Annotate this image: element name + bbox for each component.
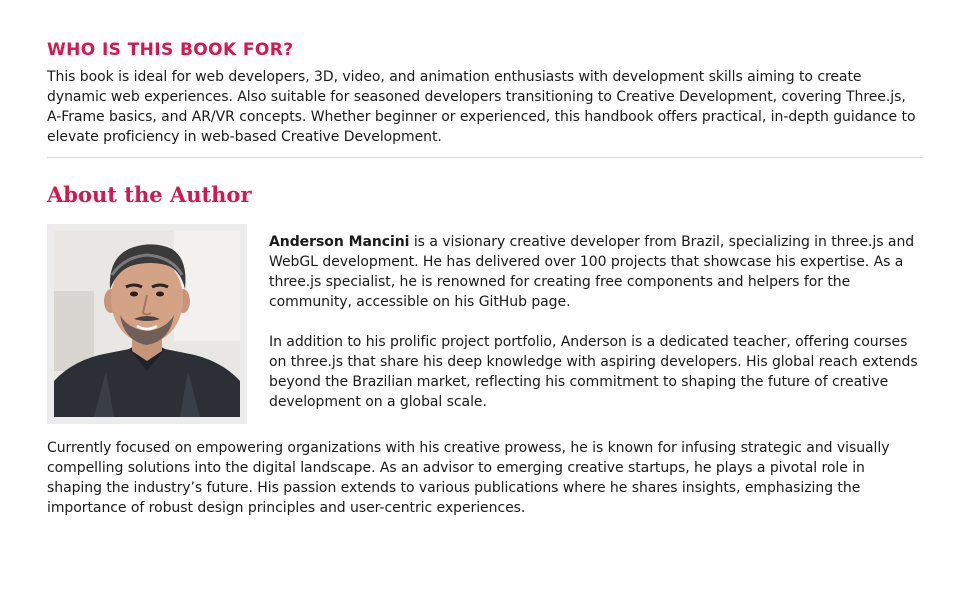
page-content — [47, 38, 923, 518]
author-bio-block — [47, 224, 923, 424]
audience-description: This book is ideal for web developers, 3D, video, and animation enthusiasts with development skills aiming to create dynamic web experiences. Also suitable for seasoned developers transitioning to Creative Development, covering Three.js, A-Frame basics, and AR/VR concepts. Whether beginner or experienced, this handbook offers practical, in-depth guidance to elevate proficiency in web-based Creative Development. — [47, 69, 916, 145]
author-name: Anderson Mancini — [269, 234, 410, 250]
author-bio-paragraph — [269, 232, 925, 312]
author-photo-frame — [47, 224, 247, 424]
author-bio-text — [269, 232, 925, 412]
author-heading: About the Author — [47, 182, 252, 207]
section-divider — [47, 157, 923, 158]
author-photo — [54, 231, 240, 417]
audience-heading: WHO IS THIS BOOK FOR? — [47, 40, 294, 60]
author-closing-paragraph: Currently focused on empowering organizations with his creative prowess, he is known for infusing strategic and visually compelling solutions into the digital landscape. As an advisor to emerging creative startups, he plays a pivotal role in shaping the industry’s future. His passion extends to various publications where he shares insights, emphasizing the importance of robust design principles and user-centric experiences. — [47, 440, 890, 516]
author-bio-intro: is a visionary creative developer from Brazil, specializing in three.js and WebGL development. He has delivered over 100 projects that showcase his expertise. As a three.js specialist, he is renowned for creating free components and helpers for the community, accessible on his GitHub page. — [269, 234, 915, 310]
author-teaching-paragraph: In addition to his prolific project portfolio, Anderson is a dedicated teacher, offering courses on three.js that share his deep knowledge with aspiring developers. His global reach extends beyond the Brazilian market, reflecting his commitment to shaping the future of creative development on a global scale. — [269, 334, 918, 410]
